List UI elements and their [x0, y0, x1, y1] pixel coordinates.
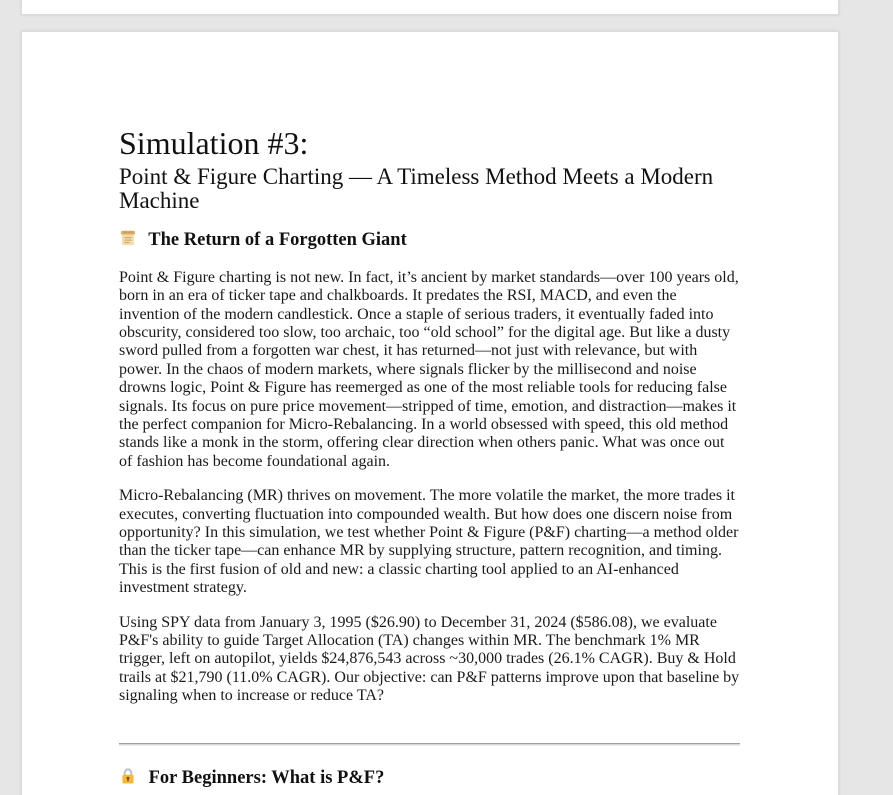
section-heading-label: For Beginners: What is P&F? [148, 767, 385, 788]
paragraph-spy-data: Using SPY data from January 3, 1995 ($26.90) to December 31, 2024 ($586.08), we evaluate P&F's ability to guide Target Allocation (TA) changes within MR. The benchmark 1% MR trigger, left on autopilot, yields $24,876,543 across ~30,000 trades (26.1% CAGR). Buy & Hold trails at $21,790 (11.0% CAGR). Our objective: can P&F patterns improve upon that baseline by signaling when to increase or reduce TA? [119, 613, 740, 705]
doc-subtitle: Point & Figure Charting — A Timeless Method Meets a Modern Machine [119, 163, 714, 214]
paragraph-micro-rebalancing: Micro-Rebalancing (MR) thrives on movement. The more volatile the market, the more trades it executes, converting fluctuation into compounded wealth. But how does one discern noise from opportunity? In this simulation, we test whether Point & Figure (P&F) charting—a method older than the ticker tape—can enhance MR by supplying structure, pattern recognition, and timing. This is the first fusion of old and new: a classic charting tool applied to an AI-enhanced investment strategy. [119, 487, 739, 597]
section-heading-for-beginners [119, 767, 740, 791]
lock-icon [119, 767, 137, 791]
document-page [21, 31, 839, 795]
paragraph-history: Point & Figure charting is not new. In fact, it’s ancient by market standards—over 100 years old, born in an era of ticker tape and chalkboards. It predates the RSI, MACD, and even the invention of the modern candlestick. Once a staple of serious traders, it eventually faded into obscurity, considered too slow, too archaic, too “old school” for the digital age. But like a dusty sword pulled from a forgotten war chest, it has returned—not just with relevance, but with power. In the chaos of modern markets, where signals flicker by the millisecond and noise drowns logic, Point & Figure has reemerged as one of the most reliable tools for reducing false signals. Its focus on pure price movement—stripped of time, emotion, and distraction—makes it the perfect companion for Micro-Rebalancing. In a world obsessed with speed, this old method stands like a monk in the storm, offering clear direction when others panic. What was once out of fashion has become foundational again. [119, 268, 739, 470]
section-heading-label: The Return of a Forgotten Giant [148, 229, 407, 250]
section-heading-forgotten-giant [119, 229, 740, 253]
scroll-icon [119, 229, 137, 253]
previous-page-edge [21, 0, 839, 15]
section-divider [119, 743, 740, 746]
doc-title: Simulation #3: [119, 125, 309, 161]
